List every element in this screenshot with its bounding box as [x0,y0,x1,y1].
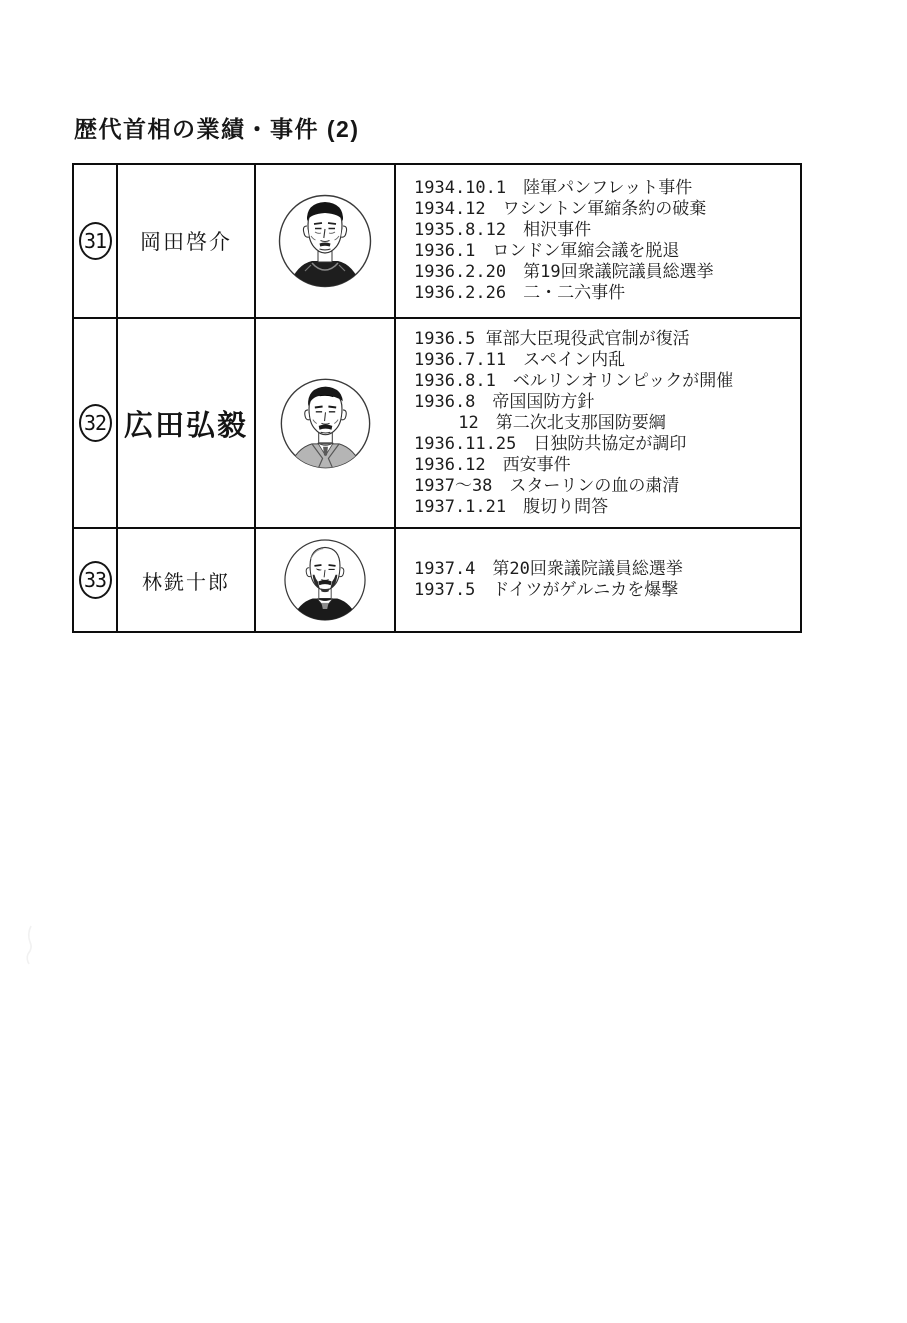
pm-name-label: 広田弘毅 [123,409,248,442]
circled-number-32: 32 [79,404,112,442]
circled-number-31: 31 [79,222,112,260]
name-cell [116,319,254,527]
name-cell [116,165,254,317]
event-line: 1936.12 西安事件 [414,454,571,475]
hayashi-senjuro-portrait-icon [281,536,369,624]
event-line: 1937.1.21 腹切り問答 [414,496,609,517]
events-cell [394,529,800,631]
circled-number-33: 33 [79,561,112,599]
event-line: 1936.2.26 二・二六事件 [414,283,626,303]
event-line: 1936.5 軍部大臣現役武官制が復活 [414,328,690,349]
scan-artifact-mark [22,924,38,966]
number-cell [74,319,116,527]
event-line: 12 第二次北支那国防要綱 [414,412,666,433]
pm-name-label: 岡田啓介 [140,231,232,254]
portrait-cell [254,165,394,317]
event-line: 1937～38 スターリンの血の粛清 [414,475,680,496]
okada-keisuke-portrait-icon [275,191,375,291]
number-cell [74,165,116,317]
name-cell [116,529,254,631]
event-line: 1936.2.20 第19回衆議院議員総選挙 [414,262,714,282]
event-line: 1936.1 ロンドン軍縮会議を脱退 [414,241,680,261]
event-line: 1935.8.12 相沢事件 [414,220,592,240]
event-line: 1934.12 ワシントン軍縮条約の破棄 [414,199,707,219]
event-line: 1936.7.11 スペイン内乱 [414,349,626,370]
event-line: 1934.10.1 陸軍パンフレット事件 [414,178,693,198]
table-row [74,527,800,631]
events-cell [394,319,800,527]
portrait-cell [254,319,394,527]
number-cell [74,529,116,631]
table-row [74,165,800,317]
event-line: 1937.5 ドイツがゲルニカを爆撃 [414,580,679,600]
table-row [74,317,800,527]
prime-ministers-table [72,163,802,633]
events-cell [394,165,800,317]
event-line: 1936.11.25 日独防共協定が調印 [414,433,687,454]
pm-name-label: 林銑十郎 [142,571,230,594]
page-title: 歴代首相の業績・事件 (2) [74,116,360,142]
portrait-cell [254,529,394,631]
event-line: 1936.8.1 ベルリンオリンピックが開催 [414,370,734,391]
event-line: 1936.8 帝国国防方針 [414,391,595,412]
hirota-koki-portrait-icon [277,375,374,472]
event-line: 1937.4 第20回衆議院議員総選挙 [414,559,683,579]
